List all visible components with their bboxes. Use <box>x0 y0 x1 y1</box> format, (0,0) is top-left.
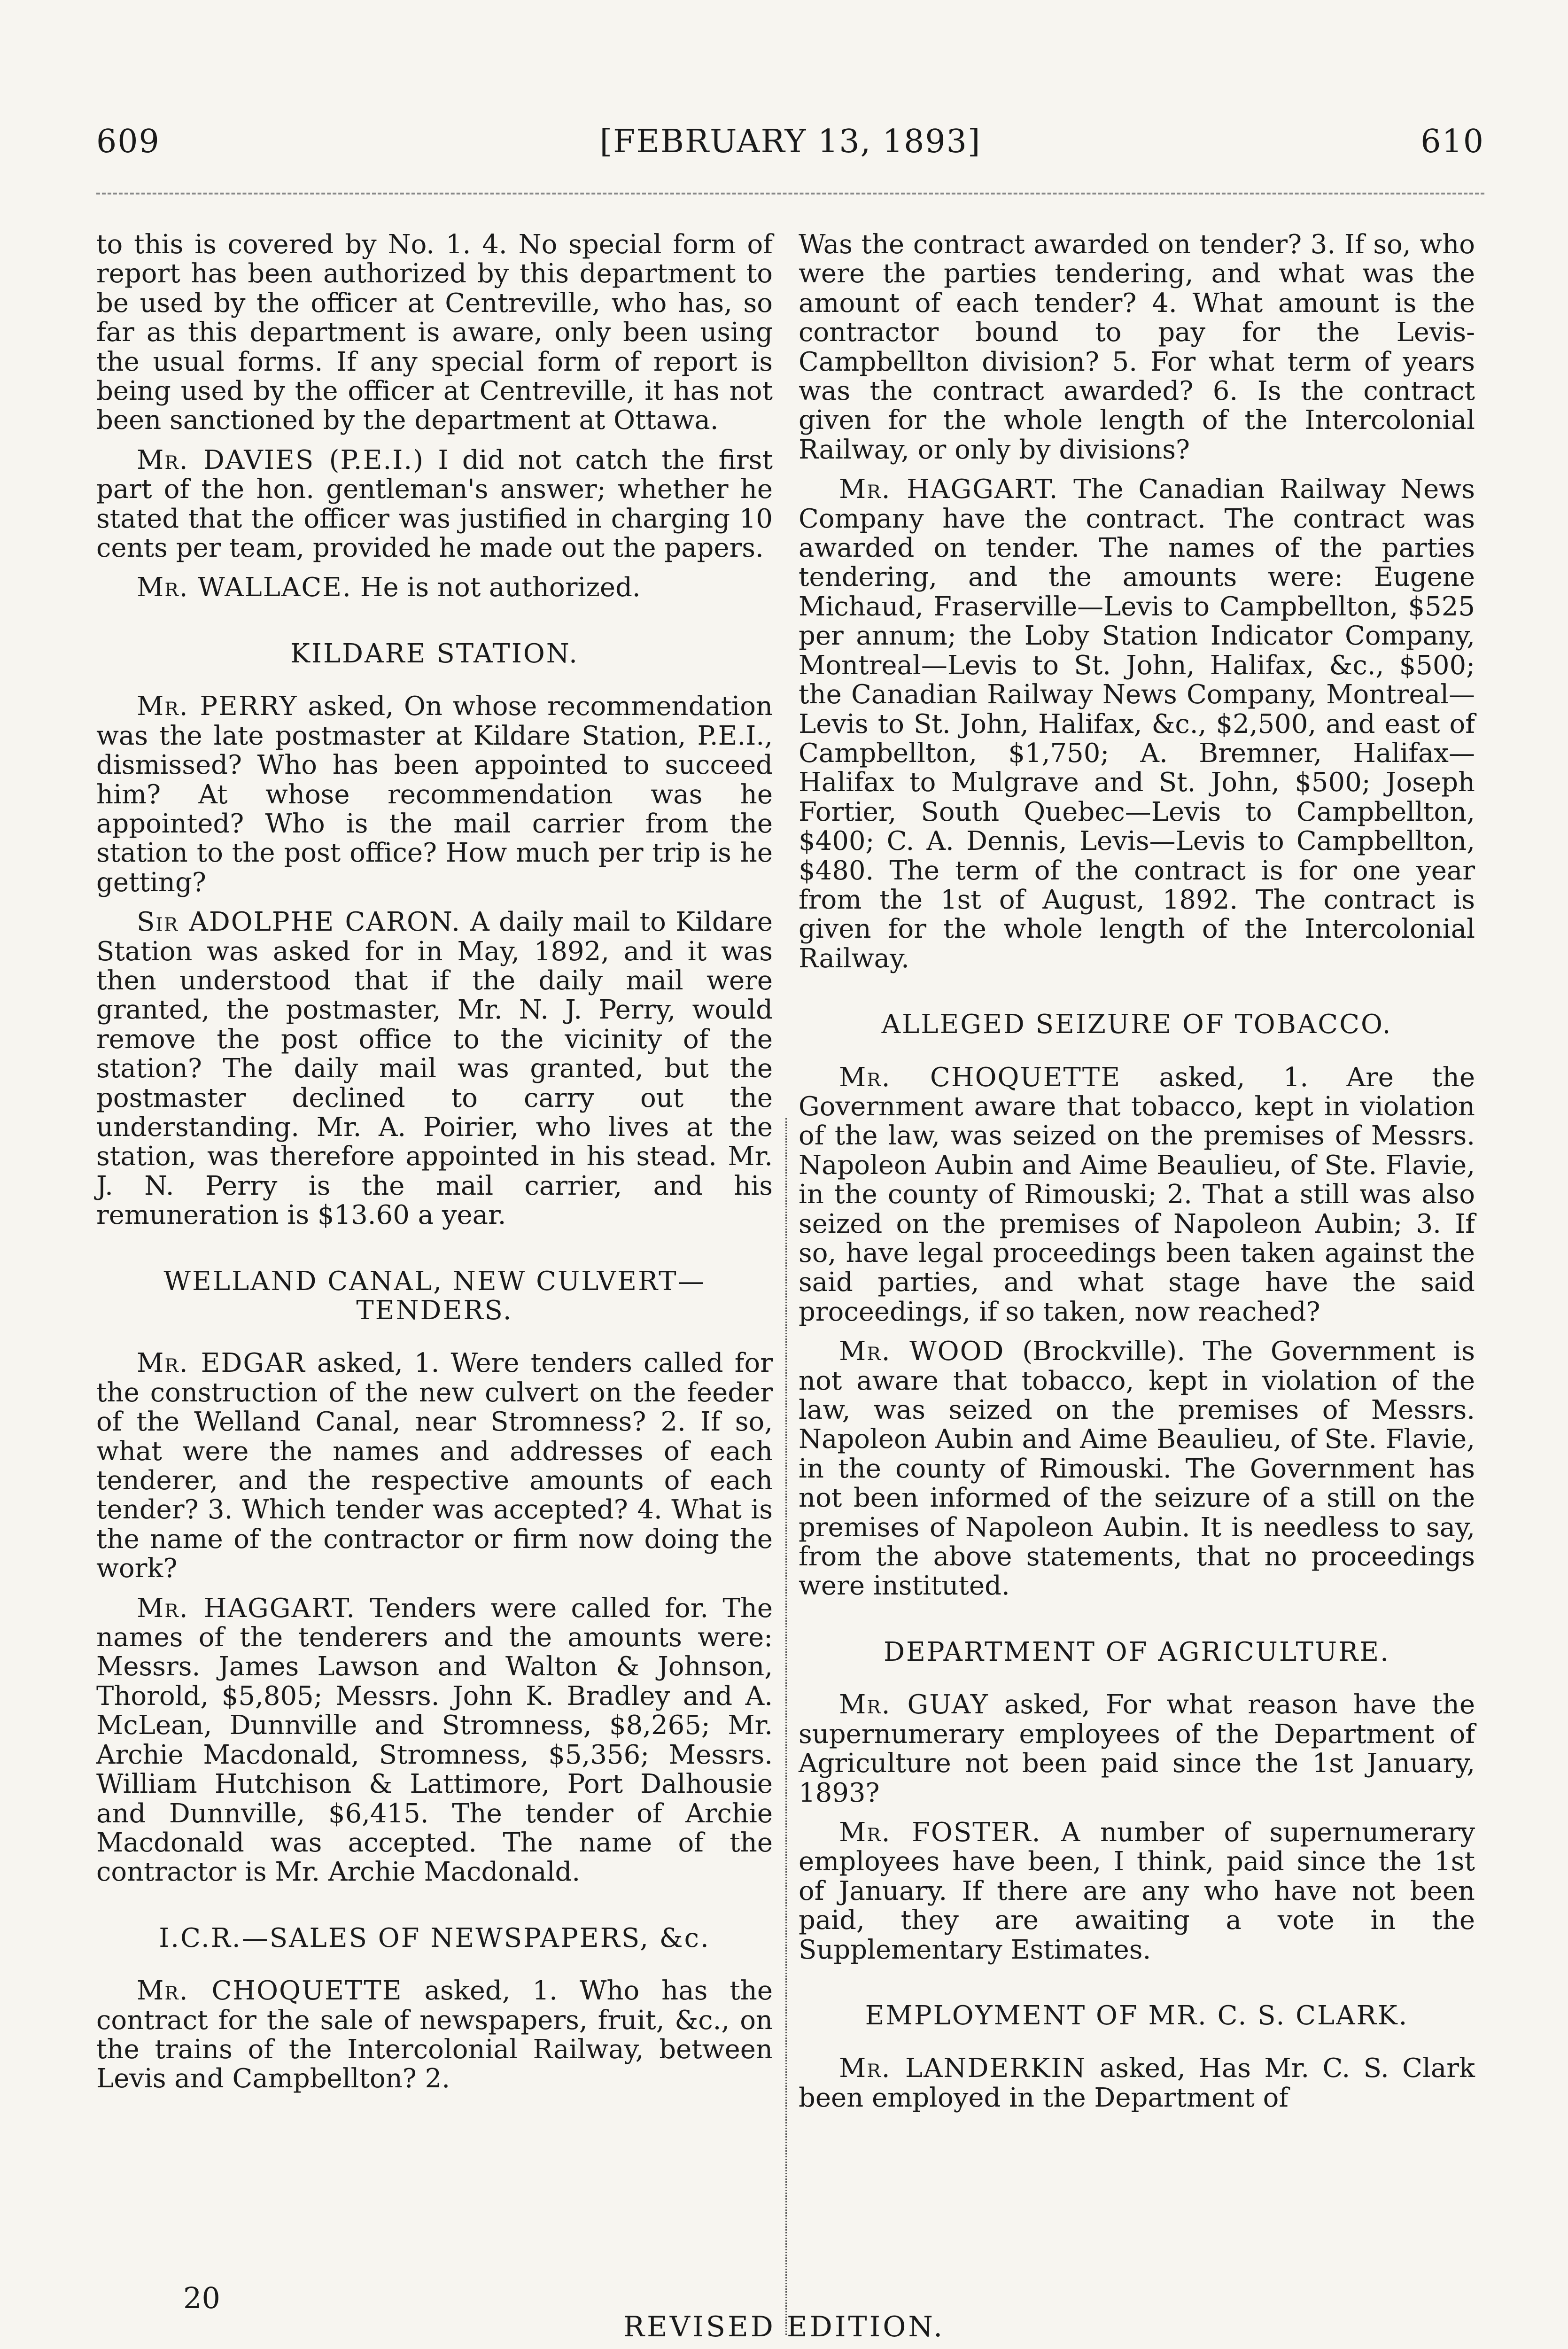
paragraph: Was the contract awarded on tender? 3. If so, who were the parties tendering, and what was the amount of each tender? 4. What amount is the contractor bound to pay for the Levis-Campbellton division? 5. For what term of years was the contract awarded? 6. Is the contract given for the whole length of the Intercolonial Railway, or only by divisions? <box>799 229 1475 465</box>
column-divider <box>785 1118 787 2335</box>
speaker-name: Mr. EDGAR <box>137 1348 306 1379</box>
paragraph-text: asked, 1. Are the Government aware that tobacco, kept in violation of the law, was seized on the premises of Messrs. Napoleon Aubin and Aime Beaulieu, of Ste. Flavie, in the county of Rimouski; 2. That a still was also seized on the premises of Napoleon Aubin; 3. If so, have legal proceedings been taken against the said parties, and what stage have the said proceedings, if so taken, now reached? <box>799 1062 1475 1327</box>
page-number-left: 609 <box>96 123 160 160</box>
paragraph <box>96 1976 773 2094</box>
header-date: [FEBRUARY 13, 1893] <box>599 123 981 160</box>
paragraph-text: He is not authorized. <box>360 572 641 603</box>
paragraph <box>96 446 773 563</box>
speaker-name: Mr. WALLACE. <box>137 572 352 603</box>
paragraph-text: asked, Has Mr. C. S. Clark been employed in the Department of <box>799 2053 1475 2113</box>
paragraph <box>96 908 773 1230</box>
paragraph <box>799 1337 1475 1601</box>
paragraph-text: asked, 1. Were tenders called for the construction of the new culvert on the feeder of the Welland Canal, near Stromness? 2. If so, what were the names and addresses of each tenderer, and the respective amounts of each tender? 3. Which tender was accepted? 4. What is the name of the contractor or firm now doing the work? <box>96 1348 773 1584</box>
paragraph <box>799 1690 1475 1808</box>
speaker-name: Sir ADOLPHE CARON. <box>137 907 461 938</box>
header-rule <box>96 193 1484 194</box>
speaker-name: Mr. LANDERKIN <box>839 2053 1087 2084</box>
paragraph-text: asked, For what reason have the supernumerary employees of the Department of Agriculture not been paid since the 1st January, 1893? <box>799 1689 1475 1808</box>
paragraph-text: The Canadian Railway News Company have the contract. The contract was awarded on tender. The names of the parties tendering, and the amounts were: Eugene Michaud, Fraserville—Levis to Campbellton, $525 per annum; the Loby Station Indicator Company, Montreal—Levis to St. John, Halifax, &c., $500; the Canadian Railway News Company, Montreal—Levis to St. John, Halifax, &c., $2,500, and east of Campbellton, $1,750; A. Bremner, Halifax—Halifax to Mulgrave and St. John, $500; Joseph Fortier, South Quebec—Levis to Campbellton, $400; C. A. Dennis, Levis—Levis to Campbellton, $480. The term of the contract is for one year from the 1st of August, 1892. The contract is given for the whole length of the Intercolonial Railway. <box>799 474 1475 974</box>
page-header <box>96 123 1484 170</box>
section-heading: KILDARE STATION. <box>290 638 579 669</box>
left-column <box>96 230 773 2094</box>
paragraph <box>96 1349 773 1583</box>
speaker-name: Mr. CHOQUETTE <box>137 1976 403 2007</box>
speaker-name: Mr. HAGGART. <box>839 474 1059 505</box>
paragraph-text: (Brockville). The Government is not aware that tobacco, kept in violation of the law, was seized on the premises of Messrs. Napoleon Aubin and Aime Beaulieu, of Ste. Flavie, in the county of Rimouski. The Government has not been informed of the seizure of a still on the premises of Napoleon Aubin. It is needless to say, from the above statements, that no proceedings were instituted. <box>799 1336 1475 1602</box>
section-heading: EMPLOYMENT OF MR. C. S. CLARK. <box>865 2000 1409 2031</box>
speaker-name: Mr. PERRY <box>137 691 298 722</box>
edition-footer: REVISED EDITION. <box>623 2310 945 2343</box>
paragraph <box>799 2054 1475 2113</box>
speaker-name: Mr. HAGGART. <box>137 1593 356 1624</box>
paragraph <box>799 475 1475 973</box>
paragraph <box>96 1594 773 1887</box>
paragraph-text: A daily mail to Kildare Station was asked for in May, 1892, and it was then understood that if the daily mail were granted, the postmaster, Mr. N. J. Perry, would remove the post office to the vicinity of the station? The daily mail was granted, but the postmaster declined to carry out the understanding. Mr. A. Poirier, who lives at the station, was therefore appointed in his stead. Mr. J. N. Perry is the mail carrier, and his remuneration is $13.60 a year. <box>96 907 773 1231</box>
paragraph <box>799 1063 1475 1327</box>
right-column <box>799 230 1475 2113</box>
page-number-right: 610 <box>1421 123 1484 160</box>
speaker-name: Mr. WOOD <box>839 1336 1005 1367</box>
paragraph <box>96 573 773 602</box>
paragraph-text: asked, On whose recommendation was the late postmaster at Kildare Station, P.E.I., dismissed? Who has been appointed to succeed him? At whose recommendation was he appointed? Who is the mail carrier from the station to the post office? How much per trip is he getting? <box>96 691 773 898</box>
section-heading: WELLAND CANAL, NEW CULVERT—TENDERS. <box>163 1266 706 1326</box>
speaker-name: Mr. DAVIES (P.E.I.) <box>137 444 425 475</box>
section-heading: I.C.R.—SALES OF NEWSPAPERS, &c. <box>159 1922 710 1953</box>
speaker-name: Mr. CHOQUETTE <box>839 1062 1121 1093</box>
section-heading: DEPARTMENT OF AGRICULTURE. <box>884 1636 1390 1667</box>
paragraph-text: I did not catch the first part of the hon. gentleman's answer; whether he stated that the officer was justified in charging 10 cents per team, provided he made out the papers. <box>96 444 773 564</box>
section-heading: ALLEGED SEIZURE OF TOBACCO. <box>881 1009 1392 1040</box>
paragraph-text: Tenders were called for. The names of the tenderers and the amounts were: Messrs. James Lawson and Walton & Johnson, Thorold, $5,805; Messrs. John K. Bradley and A. McLean, Dunnville and Stromness, $8,265; Mr. Archie Macdonald, Stromness, $5,356; Messrs. William Hutchison & Lattimore, Port Dalhousie and Dunnville, $6,415. The tender of Archie Macdonald was accepted. The name of the contractor is Mr. Archie Macdonald. <box>96 1593 773 1888</box>
paragraph-text: asked, 1. Who has the contract for the sale of newspapers, fruit, &c., on the trains of the Intercolonial Railway, between Levis and Campbellton? 2. <box>96 1976 773 2094</box>
speaker-name: Mr. GUAY <box>839 1689 989 1720</box>
signature-mark: 20 <box>183 2281 220 2315</box>
paragraph <box>799 1818 1475 1965</box>
paragraph-text: A number of supernumerary employees have been, I think, paid since the 1st of January. If there are any who have not been paid, they are awaiting a vote in the Supplementary Estimates. <box>799 1817 1475 1965</box>
paragraph: to this is covered by No. 1. 4. No special form of report has been authorized by this department to be used by the officer at Centreville, who has, so far as this department is aware, only been using the usual forms. If any special form of report is being used by the officer at Centreville, it has not been sanctioned by the department at Ottawa. <box>96 229 773 436</box>
speaker-name: Mr. FOSTER. <box>839 1817 1041 1848</box>
paragraph <box>96 692 773 897</box>
